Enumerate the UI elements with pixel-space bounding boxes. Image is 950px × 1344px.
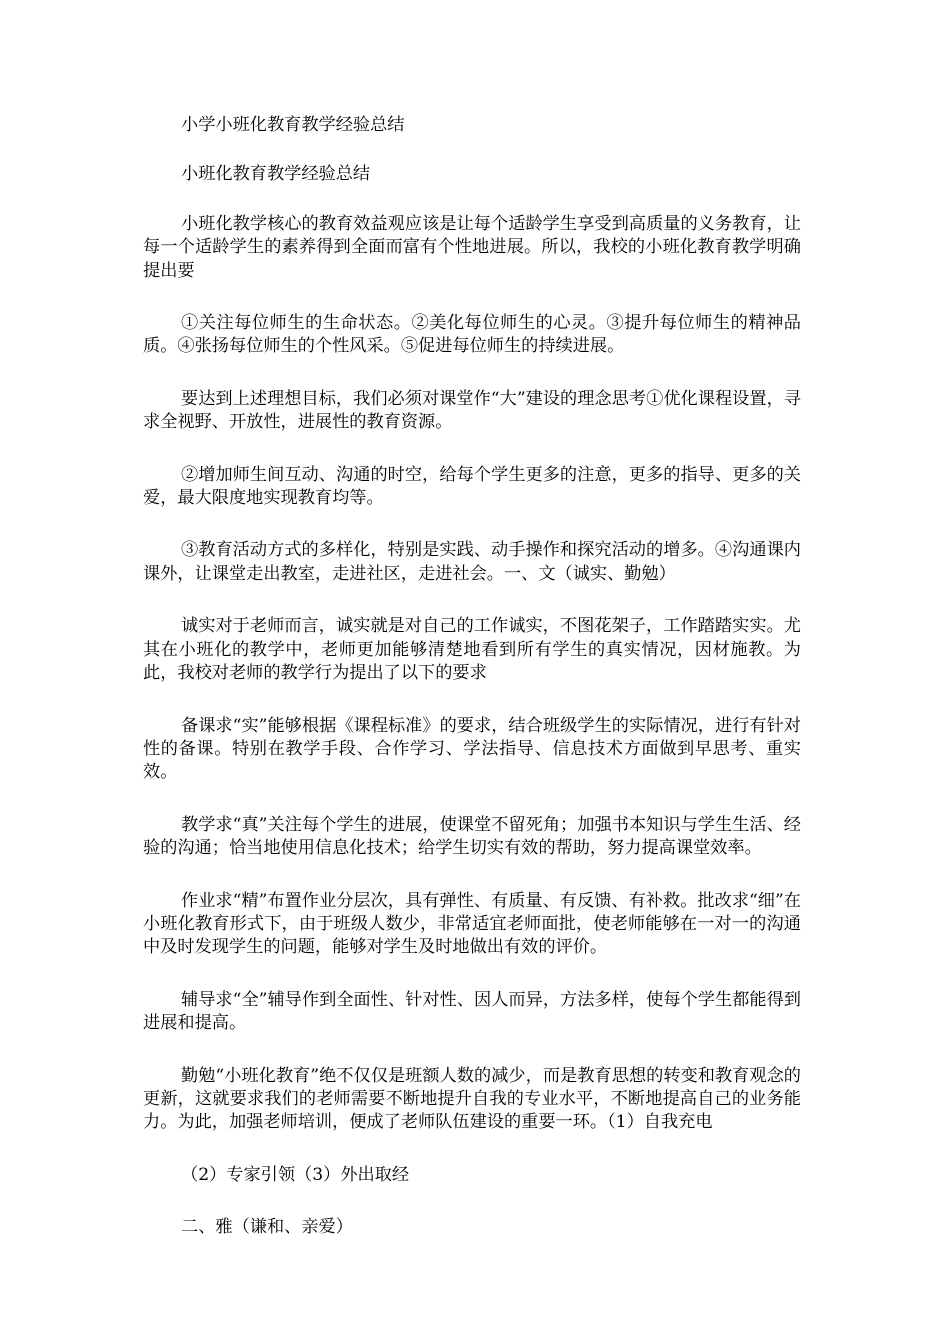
paragraph: （2）专家引领（3）外出取经 xyxy=(181,1164,410,1185)
paragraph: ③教育活动方式的多样化，特别是实践、动手操作和探究活动的增多。④沟通课内课外，让课堂走出教室，走进社区，走进社会。一、文（诚实、勤勉） xyxy=(143,540,801,584)
paragraph: 勤勉“小班化教育”绝不仅仅是班额人数的减少，而是教育思想的转变和教育观念的更新，这就要求我们的老师需要不断地提升自我的专业水平，不断地提高自己的业务能力。为此，加强老师培训，便成了老师队伍建设的重要一环。（1）自我充电 xyxy=(143,1065,801,1133)
document-title: 小学小班化教育教学经验总结 xyxy=(181,115,405,135)
document-page xyxy=(143,114,801,1269)
paragraph: ①关注每位师生的生命状态。②美化每位师生的心灵。③提升每位师生的精神品质。④张扬每位师生的个性风采。⑤促进每位师生的持续进展。 xyxy=(143,313,801,357)
paragraph: 作业求“精”布置作业分层次，具有弹性、有质量、有反馈、有补救。批改求“细”在小班化教育形式下，由于班级人数少，非常适宜老师面批，使老师能够在一对一的沟通中及时发现学生的问题，能够对学生及时地做出有效的评价。 xyxy=(143,890,801,958)
paragraph: 备课求“实”能够根据《课程标准》的要求，结合班级学生的实际情况，进行有针对性的备课。特别在教学手段、合作学习、学法指导、信息技术方面做到早思考、重实效。 xyxy=(143,715,801,783)
paragraph: 小班化教学核心的教育效益观应该是让每个适龄学生享受到高质量的义务教育，让每一个适龄学生的素养得到全面而富有个性地进展。所以，我校的小班化教育教学明确提出要 xyxy=(143,213,801,281)
paragraph: 教学求“真”关注每个学生的进展，使课堂不留死角；加强书本知识与学生生活、经验的沟通；恰当地使用信息化技术；给学生切实有效的帮助，努力提高课堂效率。 xyxy=(143,814,801,859)
paragraph: 二、雅（谦和、亲爱） xyxy=(181,1217,353,1238)
paragraph: 要达到上述理想目标，我们必须对课堂作“大”建设的理念思考①优化课程设置，寻求全视野、开放性，进展性的教育资源。 xyxy=(143,388,801,433)
paragraph: 诚实对于老师而言，诚实就是对自己的工作诚实，不图花架子，工作踏踏实实。尤其在小班化的教学中，老师更加能够清楚地看到所有学生的真实情况，因材施教。为此，我校对老师的教学行为提出了以下的要求 xyxy=(143,616,801,684)
paragraph: 辅导求“全”辅导作到全面性、针对性、因人而异，方法多样，使每个学生都能得到进展和提高。 xyxy=(143,989,801,1034)
document-subtitle: 小班化教育教学经验总结 xyxy=(181,164,371,185)
paragraph: ②增加师生间互动、沟通的时空，给每个学生更多的注意，更多的指导、更多的关爱，最大限度地实现教育均等。 xyxy=(143,464,801,509)
